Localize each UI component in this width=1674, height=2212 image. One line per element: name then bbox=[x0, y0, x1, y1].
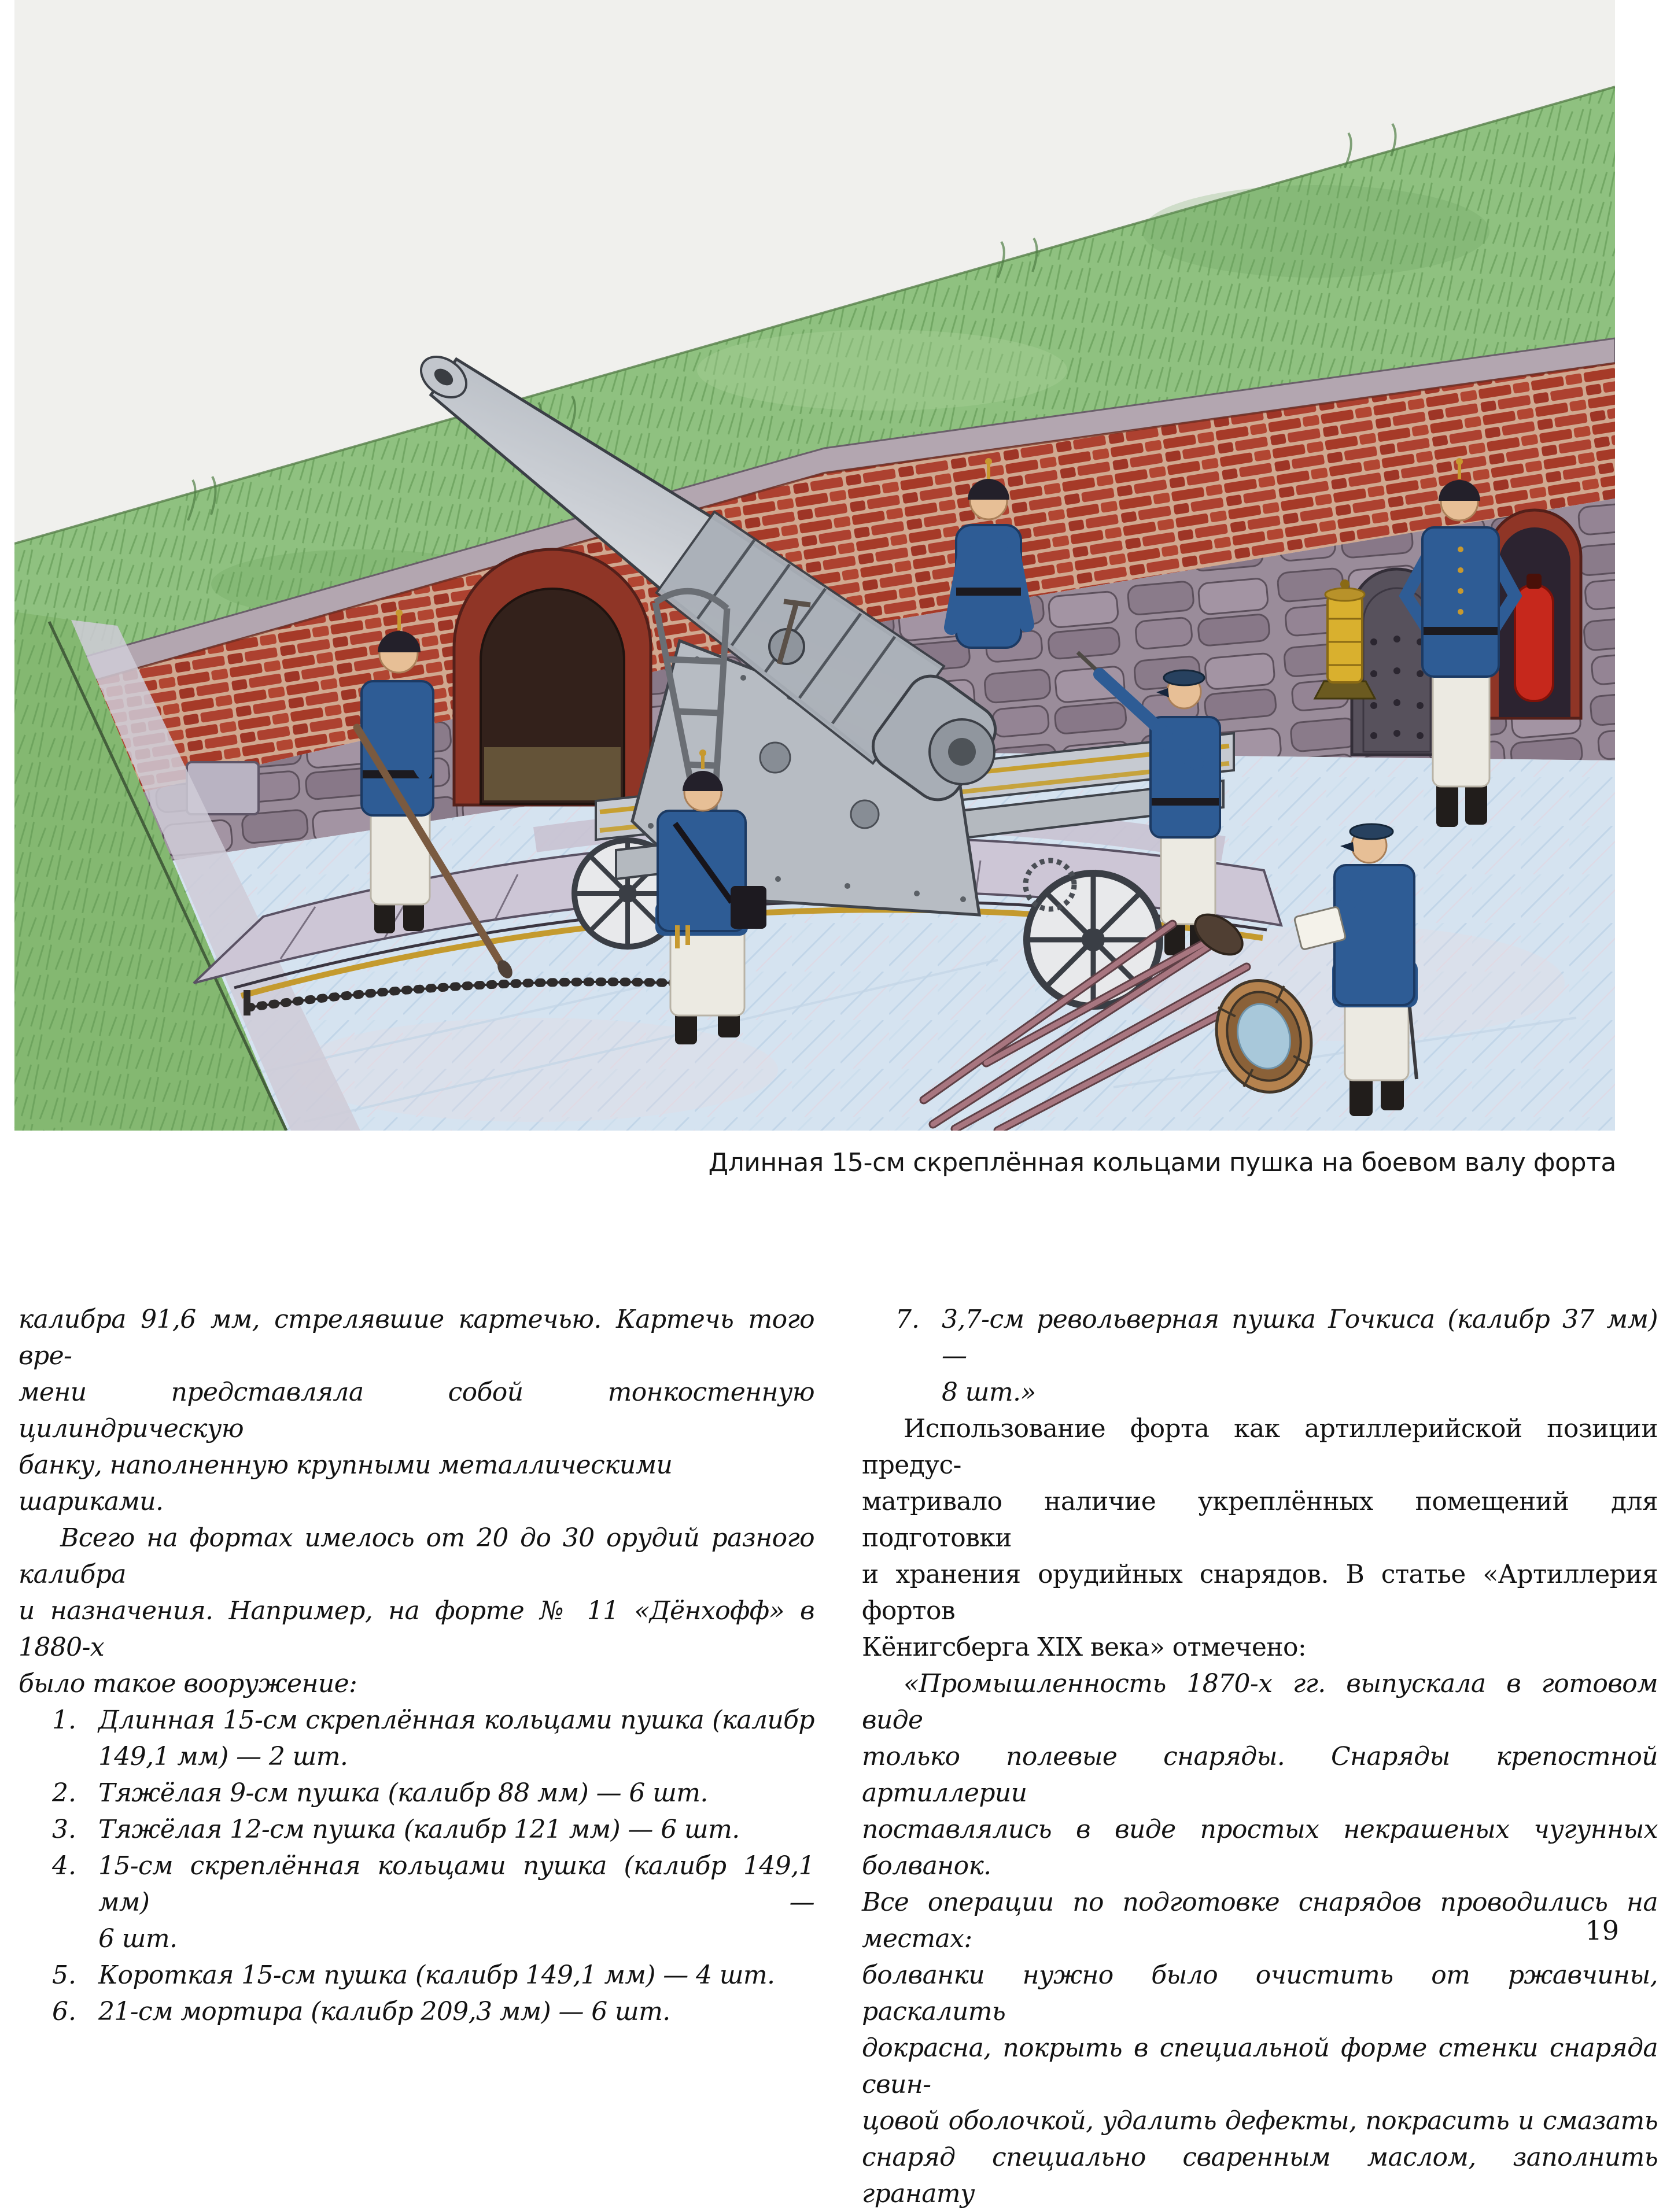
figure-caption: Длинная 15-см скреплённая кольцами пушка на боевом валу форта bbox=[708, 1148, 1616, 1177]
armament-list-item bbox=[19, 1775, 814, 1811]
quote-line: болванки нужно было очистить от ржавчины, раскалить bbox=[862, 1960, 1658, 2026]
list-line: 15-см скреплённая кольцами пушка (калибр 149,1 мм) — bbox=[98, 1851, 814, 1917]
fire-extinguisher bbox=[1515, 574, 1553, 701]
paragraph-line: и хранения орудийных снарядов. В статье «Артиллерия фортов bbox=[862, 1560, 1658, 1626]
list-line: 6 шт. bbox=[98, 1924, 178, 1953]
list-number: 6. bbox=[52, 1997, 76, 2026]
paragraph-line: банку, наполненную крупными металлическими шариками. bbox=[19, 1450, 673, 1516]
list-number: 7. bbox=[895, 1305, 920, 1334]
fort-illustration bbox=[14, 0, 1615, 1131]
quote-line: только полевые снаряды. Снаряды крепостной артиллерии bbox=[862, 1742, 1658, 1808]
paragraph-line: Всего на фортах имелось от 20 до 30 орудий разного калибра bbox=[19, 1523, 814, 1589]
quote-line: снаряд специально сваренным маслом, заполнить гранату bbox=[862, 2143, 1658, 2209]
paragraph-line: Использование форта как артиллерийской позиции предус- bbox=[862, 1414, 1658, 1480]
quote-line: поставлялись в виде простых некрашеных чугунных болванок. bbox=[862, 1815, 1658, 1881]
left-column bbox=[19, 1301, 814, 2030]
armament-list-item bbox=[19, 1702, 814, 1775]
armament-list-item bbox=[862, 1301, 1658, 1410]
list-number: 2. bbox=[52, 1778, 76, 1808]
list-line: 3,7-см револьверная пушка Гочкиса (калибр 37 мм) — bbox=[942, 1305, 1658, 1371]
list-line: Тяжёлая 9-см пушка (калибр 88 мм) — 6 шт. bbox=[98, 1778, 708, 1808]
armament-list-item bbox=[19, 1811, 814, 1848]
list-line: Длинная 15-см скреплённая кольцами пушка (калибр bbox=[98, 1705, 814, 1735]
list-number: 4. bbox=[52, 1851, 76, 1881]
paragraph-line: и назначения. Например, на форте № 11 «Дёнхофф» в 1880-х bbox=[19, 1596, 814, 1662]
quote-line: «Промышленность 1870-х гг. выпускала в готовом виде bbox=[862, 1669, 1658, 1735]
page-number: 19 bbox=[1585, 1915, 1619, 1946]
paragraph-line: Кёнигсберга XIX века» отмечено: bbox=[862, 1633, 1307, 1662]
quote-line: Все операции по подготовке снарядов проводились на местах: bbox=[862, 1888, 1658, 1953]
armament-list-item bbox=[19, 1993, 814, 2030]
list-line: Тяжёлая 12-см пушка (калибр 121 мм) — 6 шт. bbox=[98, 1815, 740, 1844]
list-line: Короткая 15-см пушка (калибр 149,1 мм) — 4 шт. bbox=[98, 1960, 775, 1990]
list-line: 149,1 мм) — 2 шт. bbox=[98, 1742, 348, 1771]
armament-list-item bbox=[19, 1957, 814, 1993]
quote-line: цовой оболочкой, удалить дефекты, покрасить и смазать bbox=[862, 2106, 1658, 2136]
list-line: 21-см мортира (калибр 209,3 мм) — 6 шт. bbox=[98, 1997, 670, 2026]
quote-line: докрасна, покрыть в специальной форме стенки снаряда свин- bbox=[862, 2033, 1658, 2099]
paragraph-line: матривало наличие укреплённых помещений для подготовки bbox=[862, 1487, 1658, 1553]
paragraph-line: мени представляла собой тонкостенную цилиндрическую bbox=[19, 1378, 814, 1443]
list-line: 8 шт.» bbox=[942, 1378, 1036, 1407]
paragraph-line: калибра 91,6 мм, стрелявшие картечью. Картечь того вре- bbox=[19, 1305, 814, 1371]
right-column bbox=[862, 1301, 1658, 2212]
list-number: 1. bbox=[52, 1705, 76, 1735]
list-number: 3. bbox=[52, 1815, 76, 1844]
fort-scene bbox=[14, 0, 1615, 1131]
list-number: 5. bbox=[52, 1960, 76, 1990]
paragraph-line: было такое вооружение: bbox=[19, 1669, 357, 1698]
armament-list-item bbox=[19, 1848, 814, 1957]
casemate-arch bbox=[454, 549, 651, 805]
